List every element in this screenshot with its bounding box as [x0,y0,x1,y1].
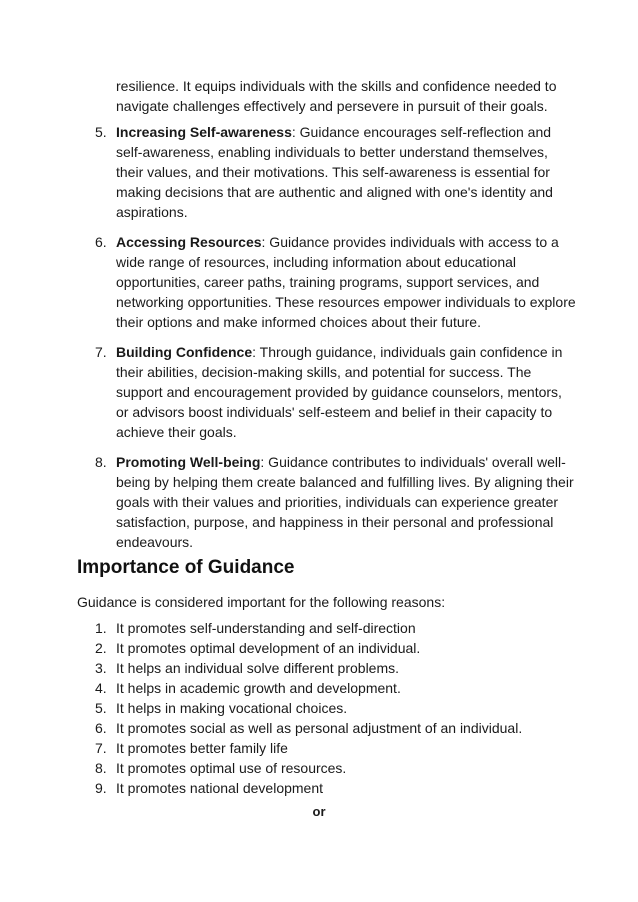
section-intro: Guidance is considered important for the following reasons: [77,594,446,610]
item-text: : Guidance encourages self-reflection and self-awareness, enabling individuals to better understand themselves, their values, and their motivations. This self-awareness is essential for making decisions that are authentic and aligned with one's identity and aspirations. [116,124,553,220]
item-text: It helps in academic growth and development. [116,680,401,696]
item-text: It promotes national development [116,780,324,796]
item-number: 5. [95,124,107,140]
footer-text: or [312,804,326,819]
list-item [77,232,577,332]
item-number: 6. [95,720,107,736]
item-number: 7. [95,344,107,360]
list-item [77,678,577,698]
list-item [77,698,577,718]
item-number: 3. [95,660,107,676]
item-text: : Through guidance, individuals gain confidence in their abilities, decision-making skills, and potential for success. The support and encouragement provided by guidance counselors, mentors, or advisors boost individuals' self-esteem and belief in their capacity to achieve their goals. [116,344,563,440]
item-text: : Guidance provides individuals with access to a wide range of resources, including information about educational opportunities, career paths, training programs, support services, and networking opportunities. These resources empower individuals to explore their options and make informed choices about their future. [116,234,576,330]
list-item [77,122,577,222]
item-number: 8. [95,760,107,776]
item-text: It helps an individual solve different problems. [116,660,400,676]
item-number: 4. [95,680,107,696]
list-item [77,658,577,678]
item-number: 2. [95,640,107,656]
list-item [77,618,577,638]
item-title: Building Confidence [116,344,253,360]
item-number: 8. [95,454,107,470]
list-item [77,452,577,552]
item-number: 5. [95,700,107,716]
item-number: 6. [95,234,107,250]
list-item [77,738,577,758]
item-text: It promotes better family life [116,740,288,756]
list-item [77,718,577,738]
benefits-list [77,122,577,562]
list-item [77,342,577,442]
list-item [77,638,577,658]
item-text: It promotes optimal use of resources. [116,760,347,776]
list-item [77,758,577,778]
item-text: It promotes self-understanding and self-direction [116,620,416,636]
item-title: Accessing Resources [116,234,262,250]
continued-paragraph: resilience. It equips individuals with the skills and confidence needed to navigate challenges effectively and persevere in pursuit of their goals. [116,78,557,114]
section-heading: Importance of Guidance [77,557,295,578]
item-number: 9. [95,780,107,796]
item-text: : Guidance contributes to individuals' overall well-being by helping them create balanced and fulfilling lives. By aligning their goals with their values and priorities, individuals can experience greater satisfaction, purpose, and happiness in their personal and professional endeavours. [116,454,574,550]
item-number: 1. [95,620,107,636]
item-number: 7. [95,740,107,756]
item-text: It helps in making vocational choices. [116,700,348,716]
reasons-list [77,618,577,798]
item-text: It promotes social as well as personal adjustment of an individual. [116,720,523,736]
item-title: Increasing Self-awareness [116,124,292,140]
item-text: It promotes optimal development of an individual. [116,640,421,656]
list-item [77,778,577,798]
item-title: Promoting Well-being [116,454,261,470]
